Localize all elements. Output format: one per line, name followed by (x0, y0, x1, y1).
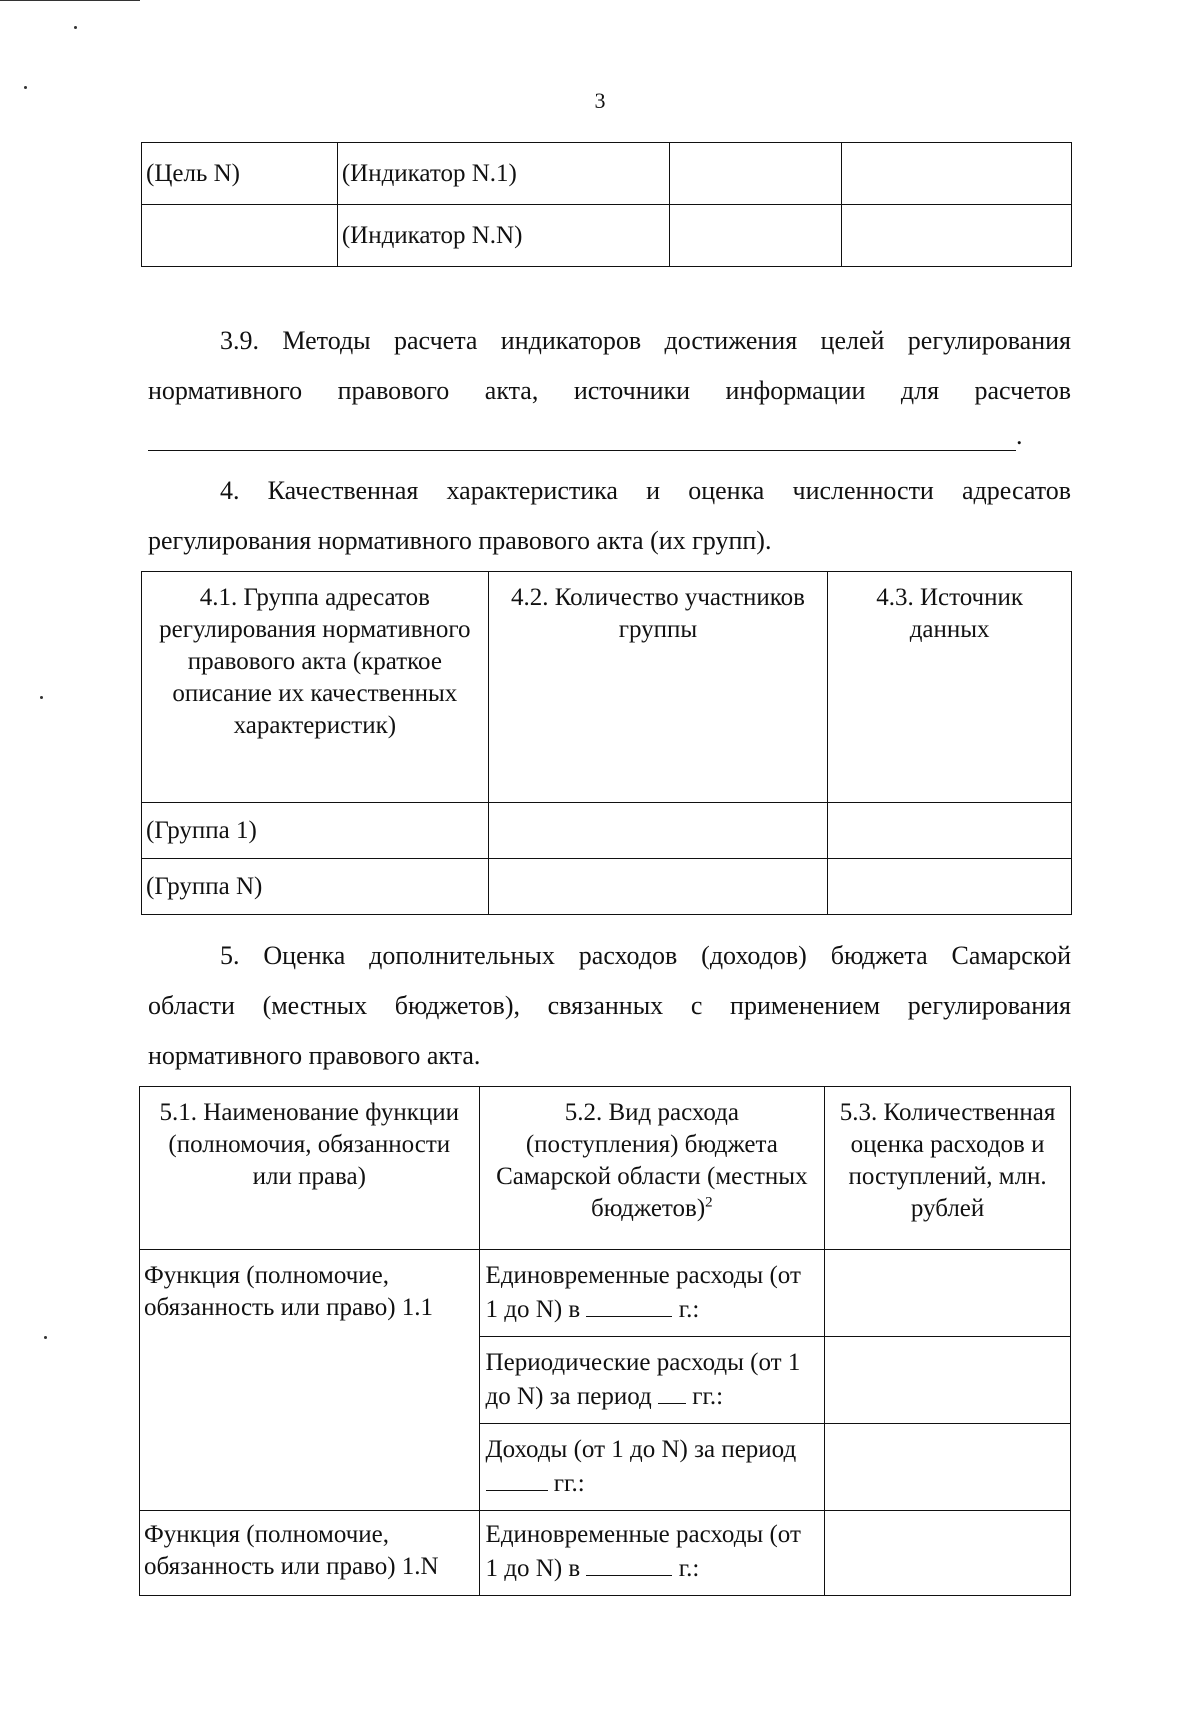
table-header-cell: 4.1. Группа адресатов регулирования нормативного правового акта (краткое описание их качественных характеристик) (142, 572, 489, 803)
cell-text: гг.: (692, 1383, 724, 1410)
page-number: 3 (594, 88, 606, 113)
fill-in-blank (586, 1292, 672, 1317)
scan-speck (44, 1336, 47, 1339)
table-cell (842, 205, 1072, 267)
table-header-cell: 5.3. Количественная оценка расходов и поступлений, млн. рублей (825, 1087, 1071, 1250)
paragraph-line: регулирования нормативного правового акта (их групп). (148, 526, 772, 555)
header-text: 5.2. Вид расхода (поступления) бюджета Самарской области (местных бюджетов) (496, 1099, 808, 1222)
paragraph-line: области (местных бюджетов), связанных с применением регулирования (148, 991, 1071, 1020)
paragraph-line: 4. Качественная характеристика и оценка численности адресатов (220, 476, 1071, 505)
table-cell (825, 1511, 1071, 1596)
cell-text: Периодические расходы (от 1 до N) за период (485, 1349, 801, 1410)
table-header-cell: 4.2. Количество участников группы (488, 572, 828, 803)
table-cell (669, 205, 842, 267)
section-5-paragraph (148, 931, 1071, 1081)
period-mark: . (1016, 421, 1023, 450)
table-cell: (Индикатор N.N) (337, 205, 669, 267)
scan-edge-line (0, 0, 140, 1)
fill-in-blank-line (148, 450, 1016, 451)
table-cell (142, 205, 338, 267)
function-cell: Функция (полномочие, обязанность или право) 1.1 (140, 1250, 480, 1511)
table-cell: (Индикатор N.1) (337, 143, 669, 205)
budget-expenses-table (139, 1086, 1071, 1596)
table-cell (842, 143, 1072, 205)
table-cell (669, 143, 842, 205)
paragraph-line: 5. Оценка дополнительных расходов (доходов) бюджета Самарской (220, 941, 1071, 970)
addressee-groups-table (141, 571, 1072, 915)
table-header-cell: 4.3. Источник данных (828, 572, 1072, 803)
table-row (142, 803, 1072, 859)
table-cell (825, 1424, 1071, 1511)
table-header-row (142, 572, 1072, 803)
fill-in-blank (586, 1551, 672, 1576)
goals-indicators-table (141, 142, 1072, 267)
cell-text: г.: (678, 1555, 700, 1582)
table-cell (828, 803, 1072, 859)
footnote-mark: 2 (705, 1194, 713, 1211)
expense-type-cell (479, 1250, 825, 1337)
section-3-9-paragraph (148, 316, 1071, 416)
scan-speck (40, 696, 43, 699)
table-cell (825, 1337, 1071, 1424)
cell-text: гг.: (553, 1470, 585, 1497)
cell-text: г.: (678, 1296, 700, 1323)
table-cell (828, 859, 1072, 915)
scan-speck (74, 26, 77, 29)
table-cell (825, 1250, 1071, 1337)
table-cell (488, 859, 828, 915)
cell-text: Доходы (от 1 до N) за период (485, 1436, 797, 1463)
paragraph-line: 3.9. Методы расчета индикаторов достижения целей регулирования (220, 326, 1071, 355)
table-cell (488, 803, 828, 859)
table-row (140, 1511, 1071, 1596)
paragraph-line: нормативного правового акта. (148, 1041, 481, 1070)
table-row (142, 205, 1072, 267)
table-header-cell (479, 1087, 825, 1250)
function-cell: Функция (полномочие, обязанность или право) 1.N (140, 1511, 480, 1596)
expense-type-cell (479, 1424, 825, 1511)
table-cell: (Группа N) (142, 859, 489, 915)
table-row (140, 1250, 1071, 1337)
fill-in-blank (658, 1379, 686, 1404)
cell-text: Единовременные расходы (от 1 до N) в (485, 1521, 801, 1582)
table-header-row (140, 1087, 1071, 1250)
expense-type-cell (479, 1511, 825, 1596)
fill-in-blank (486, 1466, 548, 1491)
table-cell: (Группа 1) (142, 803, 489, 859)
table-row (142, 859, 1072, 915)
expense-type-cell (479, 1337, 825, 1424)
table-row (142, 143, 1072, 205)
table-header-cell: 5.1. Наименование функции (полномочия, обязанности или права) (140, 1087, 480, 1250)
table-cell: (Цель N) (142, 143, 338, 205)
cell-text: Единовременные расходы (от 1 до N) в (485, 1262, 801, 1323)
paragraph-line: нормативного правового акта, источники информации для расчетов (148, 376, 1071, 405)
section-4-paragraph (148, 466, 1071, 566)
